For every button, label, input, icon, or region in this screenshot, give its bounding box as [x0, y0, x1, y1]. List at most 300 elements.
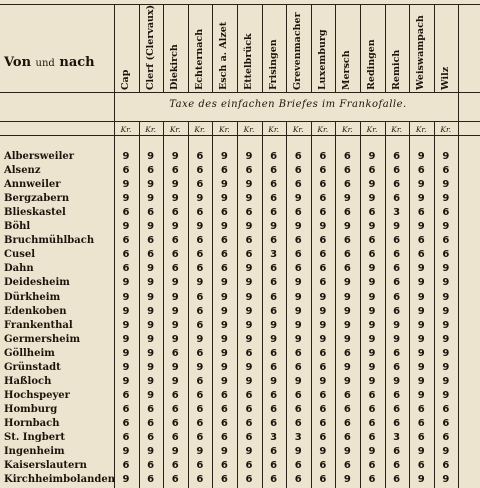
rate-cell: 9	[343, 193, 351, 205]
rate-cell: 9	[343, 291, 351, 303]
rate-cell: 9	[171, 291, 179, 303]
rate-cell: 6	[442, 235, 450, 247]
rate-cell: 9	[171, 221, 179, 233]
rate-cell: 6	[393, 165, 401, 177]
column-divider	[212, 4, 213, 92]
rate-cell: 6	[393, 179, 401, 191]
rate-cell: 6	[147, 417, 155, 429]
rate-cell: 6	[319, 403, 327, 415]
unit-label: Kr.	[366, 125, 378, 134]
column-divider	[311, 4, 312, 92]
row-place-name: Hochspeyer	[4, 389, 70, 401]
rate-cell: 6	[294, 389, 302, 401]
rate-cell: 6	[319, 249, 327, 261]
rate-cell: 6	[196, 151, 204, 162]
column-divider	[139, 4, 140, 92]
rate-cell: 9	[319, 305, 327, 317]
rate-cell: 6	[368, 207, 376, 219]
rate-cell: 6	[319, 151, 327, 162]
rate-cell: 9	[122, 446, 130, 458]
rate-cell: 9	[343, 277, 351, 289]
rate-cell: 6	[343, 207, 351, 219]
rate-cell: 9	[220, 375, 228, 387]
column-header: Remich	[390, 49, 402, 90]
rate-cell: 9	[122, 291, 130, 303]
rate-cell: 9	[417, 179, 425, 191]
rate-cell: 6	[196, 291, 204, 303]
rate-cell: 9	[245, 305, 253, 317]
rate-cell: 6	[442, 207, 450, 219]
rate-cell: 6	[270, 446, 278, 458]
rate-cell: 9	[294, 375, 302, 387]
rate-cell: 6	[245, 403, 253, 415]
column-divider	[262, 4, 263, 92]
rate-cell: 9	[442, 193, 450, 205]
rate-cell: 9	[294, 277, 302, 289]
row-place-name: Dürkheim	[4, 291, 61, 303]
row-place-name: Blieskastel	[4, 207, 66, 219]
rate-cell: 3	[393, 432, 401, 443]
rate-cell: 9	[171, 277, 179, 289]
rate-cell: 9	[147, 193, 155, 205]
rate-cell: 6	[294, 207, 302, 219]
rate-cell: 6	[270, 263, 278, 275]
unit-label: Kr.	[194, 125, 206, 134]
rate-cell: 6	[196, 319, 204, 331]
rate-cell: 6	[147, 207, 155, 219]
rate-cell: 9	[196, 446, 204, 458]
rate-cell: 9	[147, 361, 155, 373]
rate-cell: 9	[220, 333, 228, 345]
rate-cell: 6	[319, 277, 327, 289]
rate-cell: 9	[220, 291, 228, 303]
rate-cell: 6	[171, 403, 179, 415]
row-place-name: Göllheim	[4, 347, 55, 359]
rate-cell: 6	[442, 403, 450, 415]
rate-cell: 9	[294, 193, 302, 205]
rate-cell: 6	[270, 403, 278, 415]
rate-cell: 6	[171, 460, 179, 472]
rate-cell: 6	[319, 193, 327, 205]
rate-cell: 6	[319, 347, 327, 359]
rate-cell: 6	[196, 347, 204, 359]
row-place-name: Ingenheim	[4, 446, 65, 458]
rate-cell: 6	[343, 347, 351, 359]
rate-cell: 6	[294, 165, 302, 177]
rate-cell: 6	[220, 263, 228, 275]
rate-cell: 9	[147, 375, 155, 387]
rate-cell: 6	[368, 165, 376, 177]
rate-cell: 6	[245, 249, 253, 261]
rate-cell: 6	[196, 235, 204, 247]
rate-cell: 9	[122, 361, 130, 373]
column-header: Diekirch	[169, 44, 181, 90]
column-header: Cap	[120, 69, 131, 90]
rate-cell: 9	[343, 375, 351, 387]
rate-cell: 9	[442, 333, 450, 345]
rate-cell: 9	[245, 333, 253, 345]
rate-cell: 6	[270, 151, 278, 162]
rate-cell: 9	[122, 474, 130, 486]
rate-cell: 9	[147, 305, 155, 317]
rate-cell: 9	[171, 446, 179, 458]
rate-cell: 6	[343, 249, 351, 261]
rate-cell: 9	[368, 305, 376, 317]
column-header: Redingen	[366, 39, 377, 90]
rate-cell: 9	[196, 333, 204, 345]
rate-cell: 9	[393, 319, 401, 331]
rate-cell: 6	[294, 249, 302, 261]
rate-cell: 9	[147, 291, 155, 303]
rate-cell: 9	[368, 151, 376, 162]
unit-label: Kr.	[292, 125, 304, 134]
rate-cell: 9	[294, 291, 302, 303]
rate-cell: 9	[270, 333, 278, 345]
rate-cell: 9	[122, 375, 130, 387]
rate-cell: 6	[122, 249, 130, 261]
rate-cell: 6	[393, 235, 401, 247]
rate-cell: 9	[245, 193, 253, 205]
rate-cell: 9	[294, 221, 302, 233]
rate-cell: 6	[245, 432, 253, 443]
column-divider	[458, 4, 459, 488]
rate-cell: 6	[245, 417, 253, 429]
rate-cell: 6	[343, 165, 351, 177]
rate-cell: 9	[343, 333, 351, 345]
rate-cell: 9	[417, 446, 425, 458]
rate-cell: 6	[319, 165, 327, 177]
rate-cell: 6	[220, 460, 228, 472]
unit-label: Kr.	[169, 125, 181, 134]
row-place-name: Germersheim	[4, 333, 81, 345]
rate-cell: 9	[442, 347, 450, 359]
rate-cell: 9	[442, 277, 450, 289]
rate-cell: 9	[319, 375, 327, 387]
rate-cell: 9	[147, 221, 155, 233]
column-header: Clerf (Clervaux)	[144, 4, 156, 90]
rate-cell: 6	[442, 249, 450, 261]
rate-cell: 6	[393, 305, 401, 317]
rate-cell: 6	[417, 249, 425, 261]
rate-cell: 3	[270, 432, 278, 443]
rate-cell: 9	[220, 277, 228, 289]
rate-cell: 9	[122, 277, 130, 289]
rate-cell: 9	[147, 263, 155, 275]
rate-cell: 9	[417, 277, 425, 289]
rate-cell: 9	[442, 389, 450, 401]
rate-cell: 9	[171, 361, 179, 373]
unit-label: Kr.	[120, 125, 132, 134]
rate-cell: 6	[319, 389, 327, 401]
rate-cell: 9	[220, 347, 228, 359]
rate-cell: 9	[196, 221, 204, 233]
rate-cell: 6	[147, 403, 155, 415]
rate-cell: 9	[220, 361, 228, 373]
table-title	[4, 55, 112, 70]
rate-cell: 6	[196, 375, 204, 387]
rate-cell: 9	[442, 221, 450, 233]
rate-cell: 6	[270, 417, 278, 429]
rate-cell: 9	[368, 221, 376, 233]
rate-cell: 6	[122, 207, 130, 219]
rate-cell: 6	[417, 417, 425, 429]
rate-cell: 6	[147, 165, 155, 177]
rate-cell: 6	[343, 179, 351, 191]
rate-cell: 6	[368, 235, 376, 247]
rate-cell: 6	[171, 165, 179, 177]
rate-cell: 6	[343, 235, 351, 247]
rate-cell: 9	[319, 333, 327, 345]
rate-cell: 6	[393, 277, 401, 289]
rate-cell: 6	[270, 361, 278, 373]
rate-cell: 9	[368, 193, 376, 205]
rate-cell: 9	[196, 277, 204, 289]
rate-cell: 6	[393, 291, 401, 303]
rate-cell: 9	[417, 474, 425, 486]
rate-cell: 6	[270, 460, 278, 472]
row-place-name: Bergzabern	[4, 193, 70, 205]
rate-cell: 6	[417, 403, 425, 415]
rate-cell: 9	[368, 291, 376, 303]
rule-top	[0, 4, 480, 5]
rate-cell: 9	[147, 319, 155, 331]
rate-cell: 9	[147, 179, 155, 191]
rate-cell: 9	[343, 446, 351, 458]
rate-cell: 6	[294, 474, 302, 486]
row-place-name: Kirchheimbolanden	[4, 474, 115, 486]
rate-cell: 6	[220, 389, 228, 401]
rate-cell: 6	[417, 165, 425, 177]
rate-cell: 6	[270, 347, 278, 359]
rate-cell: 9	[442, 446, 450, 458]
title-und: und	[35, 58, 55, 69]
row-place-name: St. Ingbert	[4, 432, 65, 443]
rate-cell: 9	[270, 319, 278, 331]
column-divider	[360, 4, 361, 92]
rate-cell: 3	[393, 207, 401, 219]
rate-cell: 6	[220, 207, 228, 219]
column-header: Weiswampach	[415, 15, 427, 90]
rate-cell: 6	[196, 460, 204, 472]
unit-label: Kr.	[317, 125, 329, 134]
rate-cell: 6	[368, 403, 376, 415]
rate-cell: 6	[270, 165, 278, 177]
rule-under-subheader	[0, 121, 480, 122]
unit-label: Kr.	[145, 125, 156, 134]
row-place-name: Alsenz	[4, 165, 41, 177]
rate-cell: 6	[171, 474, 179, 486]
rate-cell: 9	[319, 446, 327, 458]
rule-under-column-headers	[0, 92, 480, 93]
rate-cell: 6	[343, 151, 351, 162]
rate-cell: 9	[442, 151, 450, 162]
rate-cell: 6	[220, 249, 228, 261]
rate-cell: 6	[319, 474, 327, 486]
rate-cell: 6	[245, 389, 253, 401]
rate-cell: 9	[147, 389, 155, 401]
row-place-name: Hornbach	[4, 417, 60, 429]
rate-cell: 6	[196, 263, 204, 275]
rate-cell: 6	[122, 389, 130, 401]
rate-cell: 6	[196, 207, 204, 219]
rate-cell: 9	[368, 375, 376, 387]
rate-cell: 6	[393, 151, 401, 162]
column-divider	[335, 4, 336, 92]
column-header: Wilz	[439, 66, 451, 90]
unit-label: Kr.	[243, 125, 255, 134]
rate-cell: 6	[319, 361, 327, 373]
rate-cell: 6	[122, 165, 130, 177]
rate-cell: 6	[270, 291, 278, 303]
rate-cell: 6	[171, 207, 179, 219]
rate-cell: 9	[417, 333, 425, 345]
rate-cell: 6	[368, 432, 376, 443]
column-header: Grevenmacher	[292, 12, 304, 90]
rate-cell: 6	[368, 389, 376, 401]
rate-cell: 6	[171, 347, 179, 359]
rate-cell: 6	[220, 474, 228, 486]
rate-cell: 6	[393, 460, 401, 472]
unit-label: Kr.	[391, 125, 402, 134]
rate-cell: 6	[196, 474, 204, 486]
rate-cell: 6	[220, 417, 228, 429]
rate-cell: 6	[393, 263, 401, 275]
rate-cell: 9	[442, 305, 450, 317]
rate-cell: 9	[368, 277, 376, 289]
rate-cell: 6	[393, 446, 401, 458]
rate-cell: 6	[368, 417, 376, 429]
column-divider	[163, 4, 164, 92]
rate-cell: 6	[245, 207, 253, 219]
rate-cell: 6	[270, 235, 278, 247]
rate-cell: 6	[393, 389, 401, 401]
rate-cell: 9	[270, 375, 278, 387]
rate-cell: 6	[417, 235, 425, 247]
rate-cell: 6	[343, 432, 351, 443]
rate-cell: 9	[294, 319, 302, 331]
subheader-rate-caption: Taxe des einfachen Briefes im Frankofalle.	[169, 99, 407, 110]
rate-cell: 6	[294, 460, 302, 472]
rate-cell: 6	[147, 432, 155, 443]
rate-cell: 9	[343, 474, 351, 486]
rate-cell: 9	[417, 291, 425, 303]
rate-cell: 9	[220, 179, 228, 191]
rate-cell: 6	[442, 432, 450, 443]
rate-cell: 6	[245, 235, 253, 247]
rate-cell: 6	[122, 432, 130, 443]
rate-cell: 9	[122, 151, 130, 162]
rate-cell: 6	[319, 417, 327, 429]
column-header: Luxemburg	[316, 29, 328, 90]
rate-cell: 9	[270, 221, 278, 233]
rate-cell: 9	[147, 277, 155, 289]
rate-cell: 6	[270, 389, 278, 401]
rate-cell: 9	[171, 333, 179, 345]
rate-cell: 9	[368, 319, 376, 331]
rate-cell: 6	[319, 263, 327, 275]
rate-cell: 9	[122, 347, 130, 359]
rate-cell: 6	[319, 179, 327, 191]
rate-cell: 9	[147, 151, 155, 162]
rate-cell: 9	[319, 221, 327, 233]
rate-cell: 9	[147, 446, 155, 458]
rate-cell: 9	[171, 151, 179, 162]
rate-cell: 9	[220, 319, 228, 331]
rate-cell: 9	[245, 319, 253, 331]
rate-cell: 6	[393, 417, 401, 429]
rate-cell: 9	[171, 375, 179, 387]
rate-cell: 9	[245, 151, 253, 162]
column-divider	[409, 4, 410, 92]
rate-cell: 9	[245, 375, 253, 387]
rate-cell: 6	[147, 460, 155, 472]
rate-cell: 6	[171, 249, 179, 261]
rate-cell: 6	[294, 151, 302, 162]
rate-cell: 9	[122, 193, 130, 205]
rate-cell: 6	[294, 235, 302, 247]
row-place-name: Homburg	[4, 403, 58, 415]
rate-cell: 9	[417, 319, 425, 331]
rate-cell: 9	[245, 221, 253, 233]
rate-cell: 6	[220, 235, 228, 247]
unit-label: Kr.	[268, 125, 279, 134]
rate-cell: 6	[270, 474, 278, 486]
rate-cell: 6	[122, 235, 130, 247]
rate-cell: 9	[220, 193, 228, 205]
unit-label: Kr.	[342, 125, 353, 134]
rate-cell: 6	[393, 193, 401, 205]
rate-cell: 6	[196, 389, 204, 401]
rate-cell: 6	[171, 389, 179, 401]
rate-cell: 9	[220, 305, 228, 317]
rate-cell: 9	[294, 446, 302, 458]
column-header: Esch a. Alzet	[218, 21, 230, 90]
rate-cell: 6	[245, 347, 253, 359]
rate-cell: 9	[442, 263, 450, 275]
rate-cell: 9	[417, 221, 425, 233]
rate-cell: 6	[196, 432, 204, 443]
rate-cell: 9	[220, 151, 228, 162]
rate-cell: 6	[270, 207, 278, 219]
rate-cell: 9	[442, 361, 450, 373]
rate-cell: 9	[245, 361, 253, 373]
row-place-name: Cusel	[4, 249, 36, 261]
rule-under-units	[0, 135, 480, 136]
rate-cell: 6	[368, 474, 376, 486]
rate-cell: 9	[442, 375, 450, 387]
rate-cell: 9	[442, 474, 450, 486]
rate-cell: 9	[122, 305, 130, 317]
title-von: Von	[4, 55, 32, 70]
column-header: Echternach	[193, 28, 205, 90]
rate-cell: 9	[368, 333, 376, 345]
rate-cell: 6	[343, 403, 351, 415]
rate-cell: 9	[294, 305, 302, 317]
rate-cell: 9	[245, 277, 253, 289]
rate-cell: 9	[220, 446, 228, 458]
column-header: Frisingen	[267, 39, 279, 90]
rate-cell: 9	[417, 263, 425, 275]
rate-cell: 9	[368, 347, 376, 359]
column-divider	[188, 4, 189, 92]
rate-cell: 6	[442, 417, 450, 429]
rate-cell: 9	[245, 179, 253, 191]
rate-cell: 9	[122, 333, 130, 345]
row-place-name: Kaiserslautern	[4, 460, 87, 472]
rate-cell: 9	[122, 221, 130, 233]
rate-cell: 6	[196, 249, 204, 261]
rate-cell: 6	[147, 474, 155, 486]
